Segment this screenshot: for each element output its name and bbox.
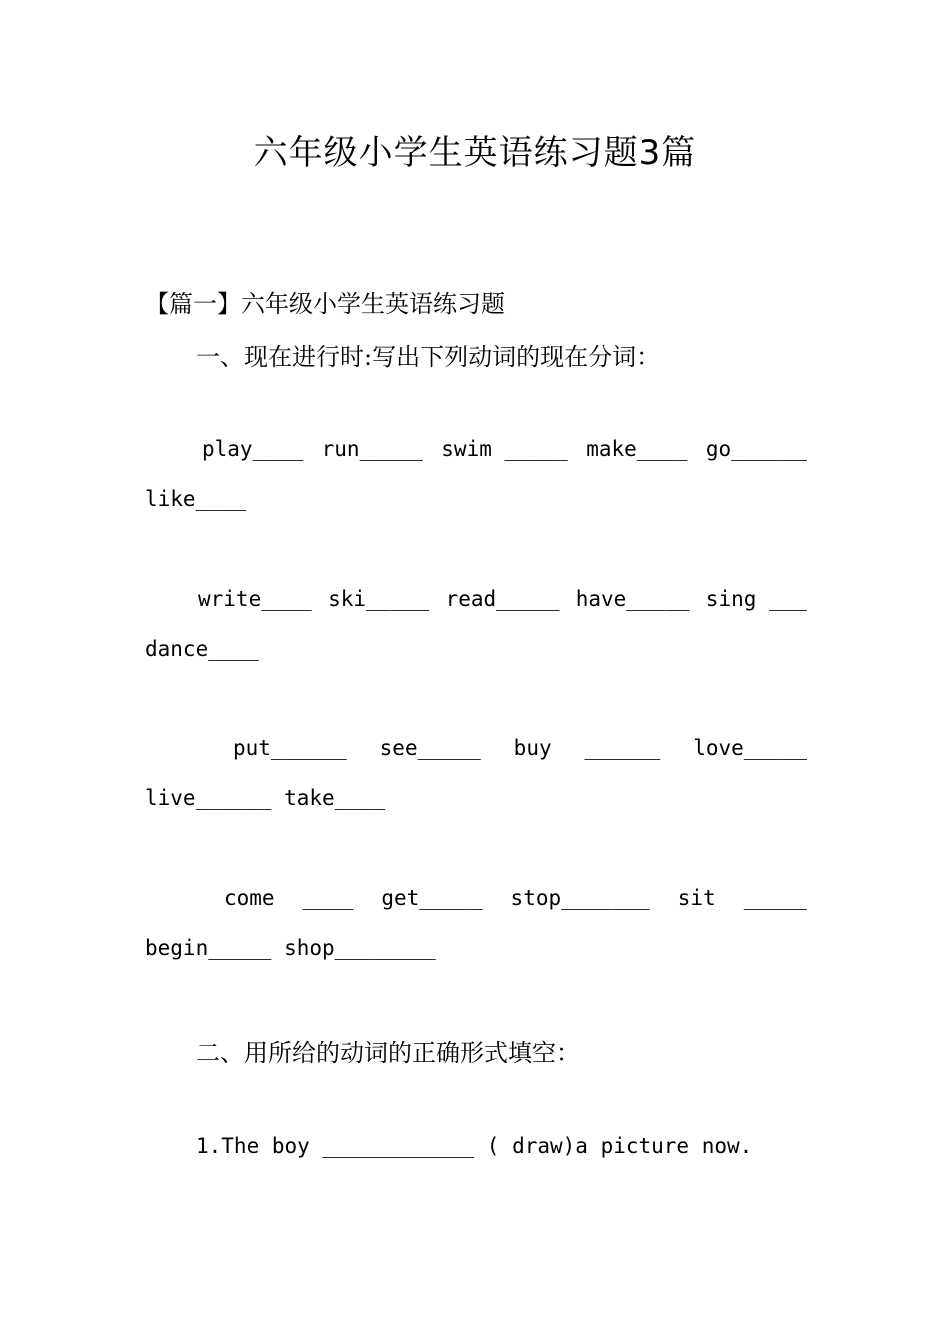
verb-row-2 xyxy=(145,587,807,611)
document-title: 六年级小学生英语练习题3篇 xyxy=(253,133,697,173)
verb-item: go______ xyxy=(705,437,807,461)
part1-instruction: 一、现在进行时:写出下列动词的现在分词： xyxy=(196,343,661,371)
verb-row-3 xyxy=(145,736,807,760)
verb-row-1-continued: like____ xyxy=(145,487,247,511)
verb-item: sit xyxy=(677,886,716,910)
verb-item: run_____ xyxy=(321,437,423,461)
verb-item: come xyxy=(224,886,275,910)
verb-item: _____ xyxy=(743,886,807,910)
verb-item: buy xyxy=(513,736,552,760)
verb-item: ski_____ xyxy=(328,587,430,611)
verb-row-1 xyxy=(145,437,807,461)
verb-item: sing ___ xyxy=(705,587,807,611)
verb-row-4-continued: begin_____ shop________ xyxy=(145,936,436,960)
verb-item: stop_______ xyxy=(510,886,650,910)
verb-item: see_____ xyxy=(379,736,481,760)
part2-item-1: 1.The boy ____________ ( draw)a picture now. xyxy=(196,1134,753,1158)
verb-item: swim _____ xyxy=(441,437,568,461)
verb-item: write____ xyxy=(198,587,312,611)
verb-item: get_____ xyxy=(381,886,483,910)
verb-item: put______ xyxy=(233,736,347,760)
verb-item: read_____ xyxy=(445,587,560,611)
verb-row-2-continued: dance____ xyxy=(145,637,259,661)
section-heading: 【篇一】六年级小学生英语练习题 xyxy=(145,290,505,318)
part2-instruction: 二、用所给的动词的正确形式填空： xyxy=(196,1039,580,1067)
verb-item: love_____ xyxy=(693,736,807,760)
verb-row-4 xyxy=(145,886,807,910)
verb-row-3-continued: live______ take____ xyxy=(145,786,386,810)
verb-item: ______ xyxy=(584,736,661,760)
verb-item: have_____ xyxy=(575,587,690,611)
verb-item: play____ xyxy=(202,437,304,461)
verb-item: ____ xyxy=(302,886,354,910)
verb-item: make____ xyxy=(586,437,688,461)
